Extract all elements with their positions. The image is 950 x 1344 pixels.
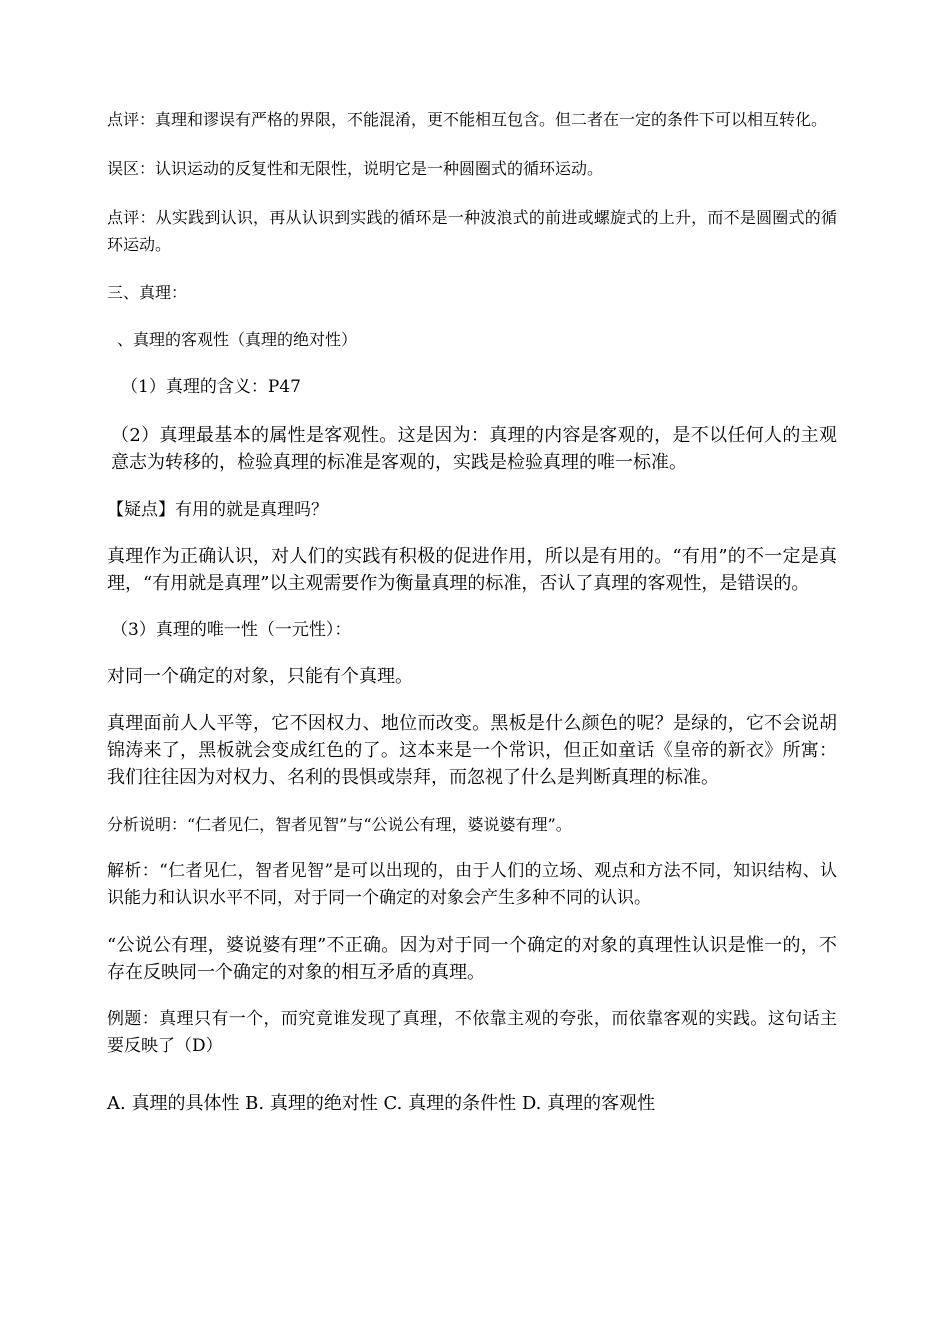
point-2-attribute: （2）真理最基本的属性是客观性。这是因为：真理的内容是客观的，是不以任何人的主观意志为转移的，检验真理的标准是客观的，实践是检验真理的唯一标准。 <box>111 425 837 473</box>
subheading-objectivity: 、真理的客观性（真理的绝对性） <box>117 330 358 349</box>
example-options: A. 真理的具体性 B. 真理的绝对性 C. 真理的条件性 D. 真理的客观性 <box>107 1093 656 1114</box>
section-heading-truth: 三、真理： <box>107 283 188 302</box>
paragraph-useful: 真理作为正确认识，对人们的实践有积极的促进作用，所以是有用的。“有用”的不一定是真理，“有用就是真理”以主观需要作为衡量真理的标准，否认了真理的客观性，是错误的。 <box>107 546 837 594</box>
paragraph-one-truth: 对同一个确定的对象，只能有个真理。 <box>107 666 413 687</box>
point-3-uniqueness: （3）真理的唯一性（一元性）： <box>111 620 352 640</box>
paragraph-comment-2: 点评：从实践到认识，再从认识到实践的循环是一种波浪式的前进或螺旋式的上升，而不是圆圈式的循环运动。 <box>107 208 837 254</box>
document-page <box>107 106 837 1117</box>
example-question: 例题：真理只有一个，而究竟谁发现了真理，不依靠主观的夸张，而依靠客观的实践。这句话主要反映了（D） <box>107 1009 837 1056</box>
paragraph-misconception: 误区：认识运动的反复性和无限性，说明它是一种圆圈式的循环运动。 <box>107 159 604 178</box>
analysis-explanation: 解析：“仁者见仁，智者见智”是可以出现的，由于人们的立场、观点和方法不同，知识结构、认识能力和认识水平不同，对于同一个确定的对象会产生多种不同的认识。 <box>107 861 837 908</box>
point-1-meaning: （1）真理的含义：P47 <box>121 377 301 397</box>
paragraph-comment-1: 点评：真理和谬误有严格的界限，不能混淆，更不能相互包含。但二者在一定的条件下可以相互转化。 <box>107 110 828 129</box>
paragraph-incorrect: “公说公有理，婆说婆有理”不正确。因为对于同一个确定的对象的真理性认识是惟一的，不存在反映同一个确定的对象的相互矛盾的真理。 <box>107 935 837 983</box>
doubt-heading: 【疑点】有用的就是真理吗？ <box>107 500 328 520</box>
analysis-prompt: 分析说明：“仁者见仁，智者见智”与“公说公有理，婆说婆有理”。 <box>107 815 572 834</box>
paragraph-equality: 真理面前人人平等，它不因权力、地位而改变。黑板是什么颜色的呢？是绿的，它不会说胡锦涛来了，黑板就会变成红色的了。这本来是一个常识，但正如童话《皇帝的新衣》所寓：我们往往因为对权力、名利的畏惧或崇拜，而忽视了什么是判断真理的标准。 <box>107 713 837 788</box>
